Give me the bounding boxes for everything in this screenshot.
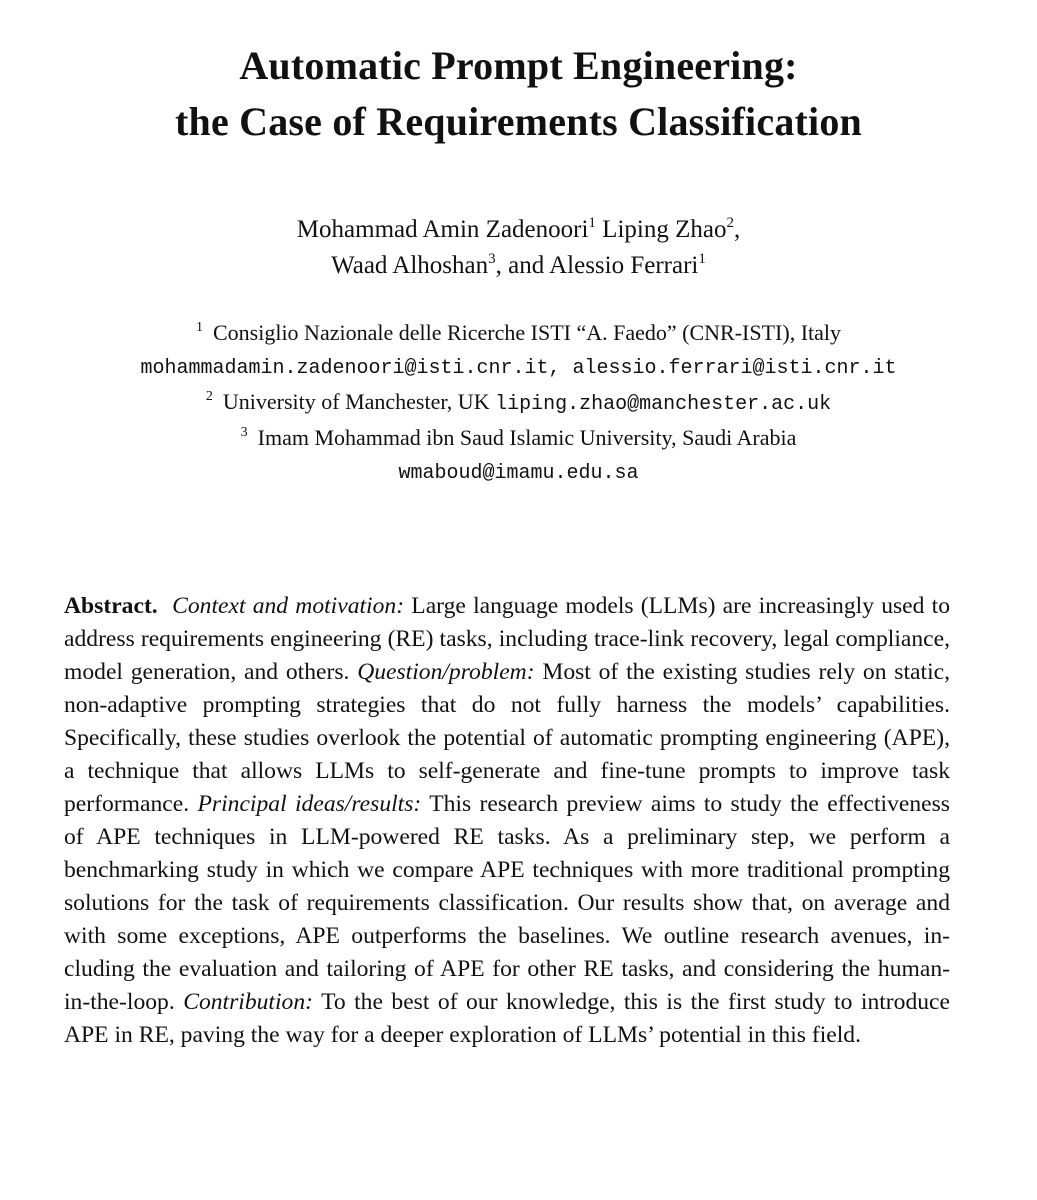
abstract bbox=[64, 590, 950, 1052]
affiliation-2 bbox=[0, 385, 1037, 421]
context-text: Large language models (LLMs) are increasingly used to address requirements engineering (RE) tasks, including trace-link recovery, legal compliance, model generation, and others. bbox=[64, 592, 950, 685]
email-address[interactable]: wmaboud@imamu.edu.sa bbox=[398, 462, 639, 485]
principal-text: This research preview aims to study the effectiveness of APE techniques in LLM-powered RE tasks. As a preliminary step, we perform a benchmarking study in which we compare APE techniques with more traditional prompting solutions for the task of requirements classification. Our results show that, on average and with some exceptions, APE outperforms the baselines. We outline research avenues, including the evaluation and tailoring of APE for other RE tasks, and considering the human-in-the-loop. bbox=[64, 790, 950, 1015]
title-line-1: Automatic Prompt Engineering: bbox=[239, 43, 798, 88]
affiliation-marker: 3 bbox=[488, 250, 496, 267]
affiliation-marker: 1 bbox=[195, 319, 203, 335]
author-name: Mohammad Amin Zadenoori bbox=[296, 216, 589, 243]
email-address[interactable]: mohammadamin.zadenoori@isti.cnr.it, alessio.ferrari@isti.cnr.it bbox=[140, 357, 897, 380]
author-separator: , bbox=[733, 216, 741, 243]
contribution-label: Contribution: bbox=[183, 988, 313, 1015]
affiliation-text: Imam Mohammad ibn Saud Islamic University, Saudi Arabia bbox=[257, 425, 797, 450]
affiliation-marker: 2 bbox=[205, 388, 213, 404]
affiliation-text: University of Manchester, UK bbox=[222, 389, 490, 414]
question-text: Most of the existing studies rely on static, non-adaptive prompting strategies that do not fully harness the models’ capabilities. Specifically, these studies overlook the potential of automatic prompting engineering (APE), a technique that allows LLMs to self-generate and fine-tune prompts to improve task performance. bbox=[64, 658, 950, 817]
affiliation-1 bbox=[0, 316, 1037, 349]
principal-label: Principal ideas/results: bbox=[197, 790, 422, 817]
abstract-heading: Abstract. bbox=[64, 592, 158, 619]
context-label: Context and motivation: bbox=[172, 592, 405, 619]
question-label: Question/problem: bbox=[357, 658, 535, 685]
paper-title bbox=[0, 38, 1037, 150]
affiliation-text: Consiglio Nazionale delle Ricerche ISTI “A. Faedo” (CNR-ISTI), Italy bbox=[212, 320, 842, 345]
author-list bbox=[0, 212, 1037, 284]
affiliation-3-email bbox=[0, 454, 1037, 490]
affiliation-marker: 3 bbox=[240, 424, 248, 440]
author-line-2 bbox=[0, 248, 1037, 284]
affiliation-marker: 1 bbox=[698, 250, 706, 267]
author-name: Waad Alhoshan bbox=[331, 252, 489, 279]
author-name: Liping Zhao bbox=[602, 216, 727, 243]
affiliation-marker: 1 bbox=[588, 214, 596, 231]
email-address[interactable]: liping.zhao@manchester.ac.uk bbox=[495, 393, 832, 416]
affiliation-marker: 2 bbox=[726, 214, 734, 231]
author-name: Alessio Ferrari bbox=[549, 252, 699, 279]
affiliation-list bbox=[0, 316, 1037, 490]
contribution-text: To the best of our knowledge, this is the first study to introduce APE in RE, paving the way for a deeper exploration of LLMs’ potential in this field. bbox=[64, 988, 950, 1048]
author-line-1 bbox=[0, 212, 1037, 248]
affiliation-1-emails bbox=[0, 349, 1037, 385]
affiliation-3 bbox=[0, 421, 1037, 454]
title-line-2: the Case of Requirements Classification bbox=[175, 99, 862, 144]
author-separator: , and bbox=[495, 252, 545, 279]
